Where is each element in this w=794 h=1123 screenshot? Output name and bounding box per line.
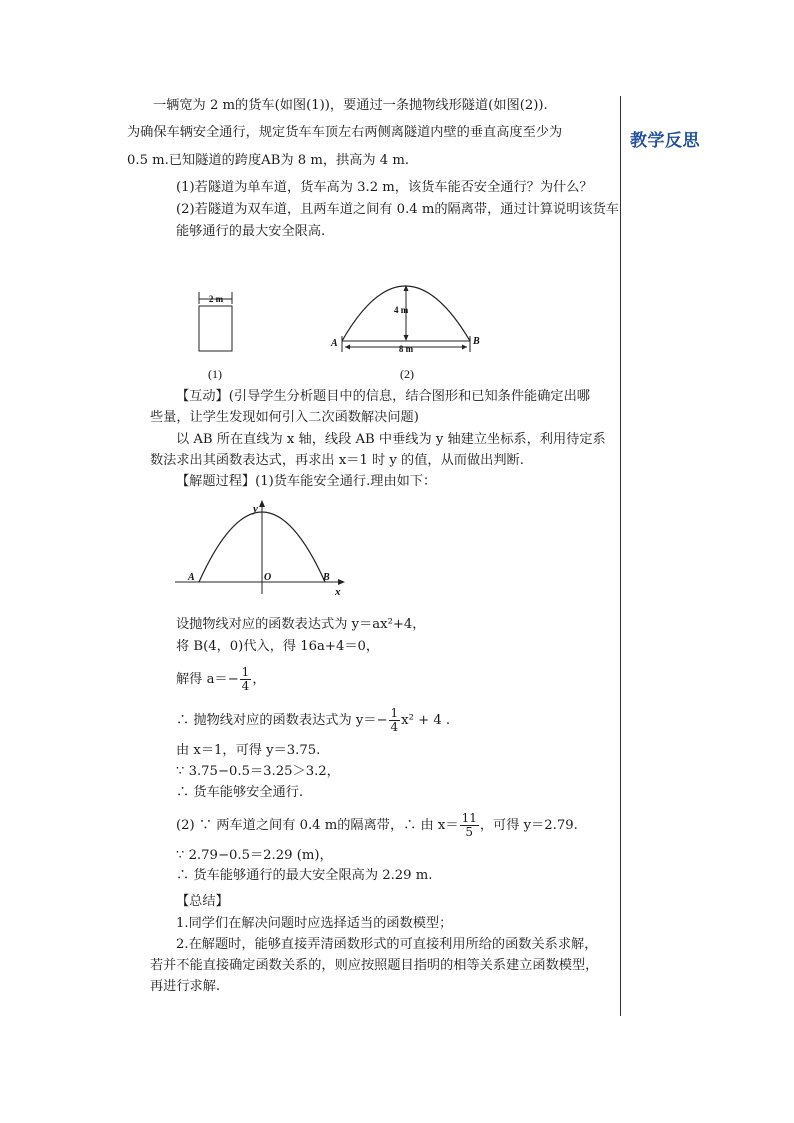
s3-prefix: 解得 a＝− [176, 672, 239, 687]
question-1: (1)若隧道为单车道，货车高为 3.2 m，该货车能否安全通行？为什么？ [176, 180, 593, 195]
summary-line-2c: 再进行求解. [150, 979, 221, 994]
part2-line-3: ∴ 货车能够通行的最大安全限高为 2.29 m. [176, 868, 433, 883]
graph-point-a: A [188, 572, 195, 583]
s4-denominator: 4 [390, 720, 399, 734]
interaction-line-1: 【互动】(引导学生分析题目中的信息，结合图形和已知条件能确定出哪 [176, 389, 590, 404]
summary-line-2a: 2.在解题时，能够直接弄清函数形式的可直接利用所给的函数关系求解， [176, 937, 598, 952]
s4-fraction [389, 707, 401, 734]
p2-fraction [460, 812, 479, 839]
summary-heading: 【总结】 [176, 894, 229, 909]
s4-suffix: x² + 4 . [401, 713, 451, 728]
solution-step-4 [176, 707, 450, 734]
problem-line-2: 为确保车辆安全通行，规定货车车顶左右两侧离隧道内壁的垂直高度至少为 [127, 125, 563, 140]
s3-denominator: 4 [241, 679, 250, 693]
fig1-caption: (1) [208, 367, 222, 381]
s3-numerator: 1 [241, 665, 250, 679]
axis-x-label: x [335, 586, 341, 598]
p2-prefix: (2) ∵ 两车道之间有 0.4 m的隔离带，∴ 由 x＝ [176, 818, 459, 833]
coordinate-graph [170, 494, 355, 604]
s4-numerator: 1 [390, 706, 399, 720]
axis-y-label: y [253, 503, 258, 515]
teaching-reflection-title: 教学反思 [630, 131, 700, 151]
fig2-caption: (2) [400, 367, 414, 381]
question-2b: 能够通行的最大安全限高. [176, 224, 326, 239]
solution-step-3 [176, 666, 266, 693]
p2-suffix: ，可得 y＝2.79. [479, 818, 578, 833]
column-divider [620, 96, 621, 1016]
fig1-width-label: 2 m [208, 294, 224, 304]
question-2a: (2)若隧道为双车道，且两车道之间有 0.4 m的隔离带，通过计算说明该货车 [176, 202, 619, 217]
graph-point-b: B [323, 572, 330, 583]
p2-denominator: 5 [465, 825, 474, 839]
solution-step-5: 由 x＝1，可得 y＝3.75. [176, 743, 321, 758]
part2-line-1 [176, 812, 578, 839]
figure-tunnel [325, 270, 500, 385]
summary-line-2b: 若并不能直接确定函数关系的，则应按照题目指明的相等关系建立函数模型， [150, 958, 599, 973]
part2-line-2: ∵ 2.79−0.5＝2.29 (m)， [176, 848, 333, 863]
solution-step-2: 将 B(4，0)代入，得 16a+4＝0， [176, 639, 380, 654]
solution-step-7: ∴ 货车能够安全通行. [176, 785, 304, 800]
s3-suffix: ， [252, 672, 266, 687]
fig2-point-b: B [473, 336, 480, 347]
interaction-line-3: 以 AB 所在直线为 x 轴，线段 AB 中垂线为 y 轴建立坐标系，利用待定系 [176, 432, 606, 447]
summary-line-1: 1.同学们在解决问题时应选择适当的函数模型； [176, 916, 453, 931]
figure-truck [180, 288, 250, 383]
origin-label: O [264, 572, 272, 583]
p2-numerator: 11 [461, 811, 477, 825]
problem-line-3: 0.5 m.已知隧道的跨度AB为 8 m，拱高为 4 m. [127, 153, 410, 168]
fig2-point-a: A [331, 338, 338, 349]
solution-step-1: 设抛物线对应的函数表达式为 y＝ax²+4， [176, 617, 426, 632]
s4-prefix: ∴ 抛物线对应的函数表达式为 y＝− [176, 713, 388, 728]
fig2-span-label: 8 m [398, 344, 414, 354]
s3-fraction [240, 666, 252, 693]
interaction-line-2: 些量，让学生发现如何引入二次函数解决问题) [150, 410, 419, 425]
problem-line-1: 一辆宽为 2 m的货车(如图(1))，要通过一条抛物线形隧道(如图(2)). [153, 98, 548, 113]
fig2-height-label: 4 m [394, 305, 409, 315]
solution-heading: 【解题过程】(1)货车能安全通行.理由如下： [176, 474, 437, 489]
interaction-line-4: 数法求出其函数表达式，再求出 x＝1 时 y 的值，从而做出判断. [150, 453, 524, 468]
solution-step-6: ∵ 3.75−0.5＝3.25＞3.2， [176, 764, 340, 779]
